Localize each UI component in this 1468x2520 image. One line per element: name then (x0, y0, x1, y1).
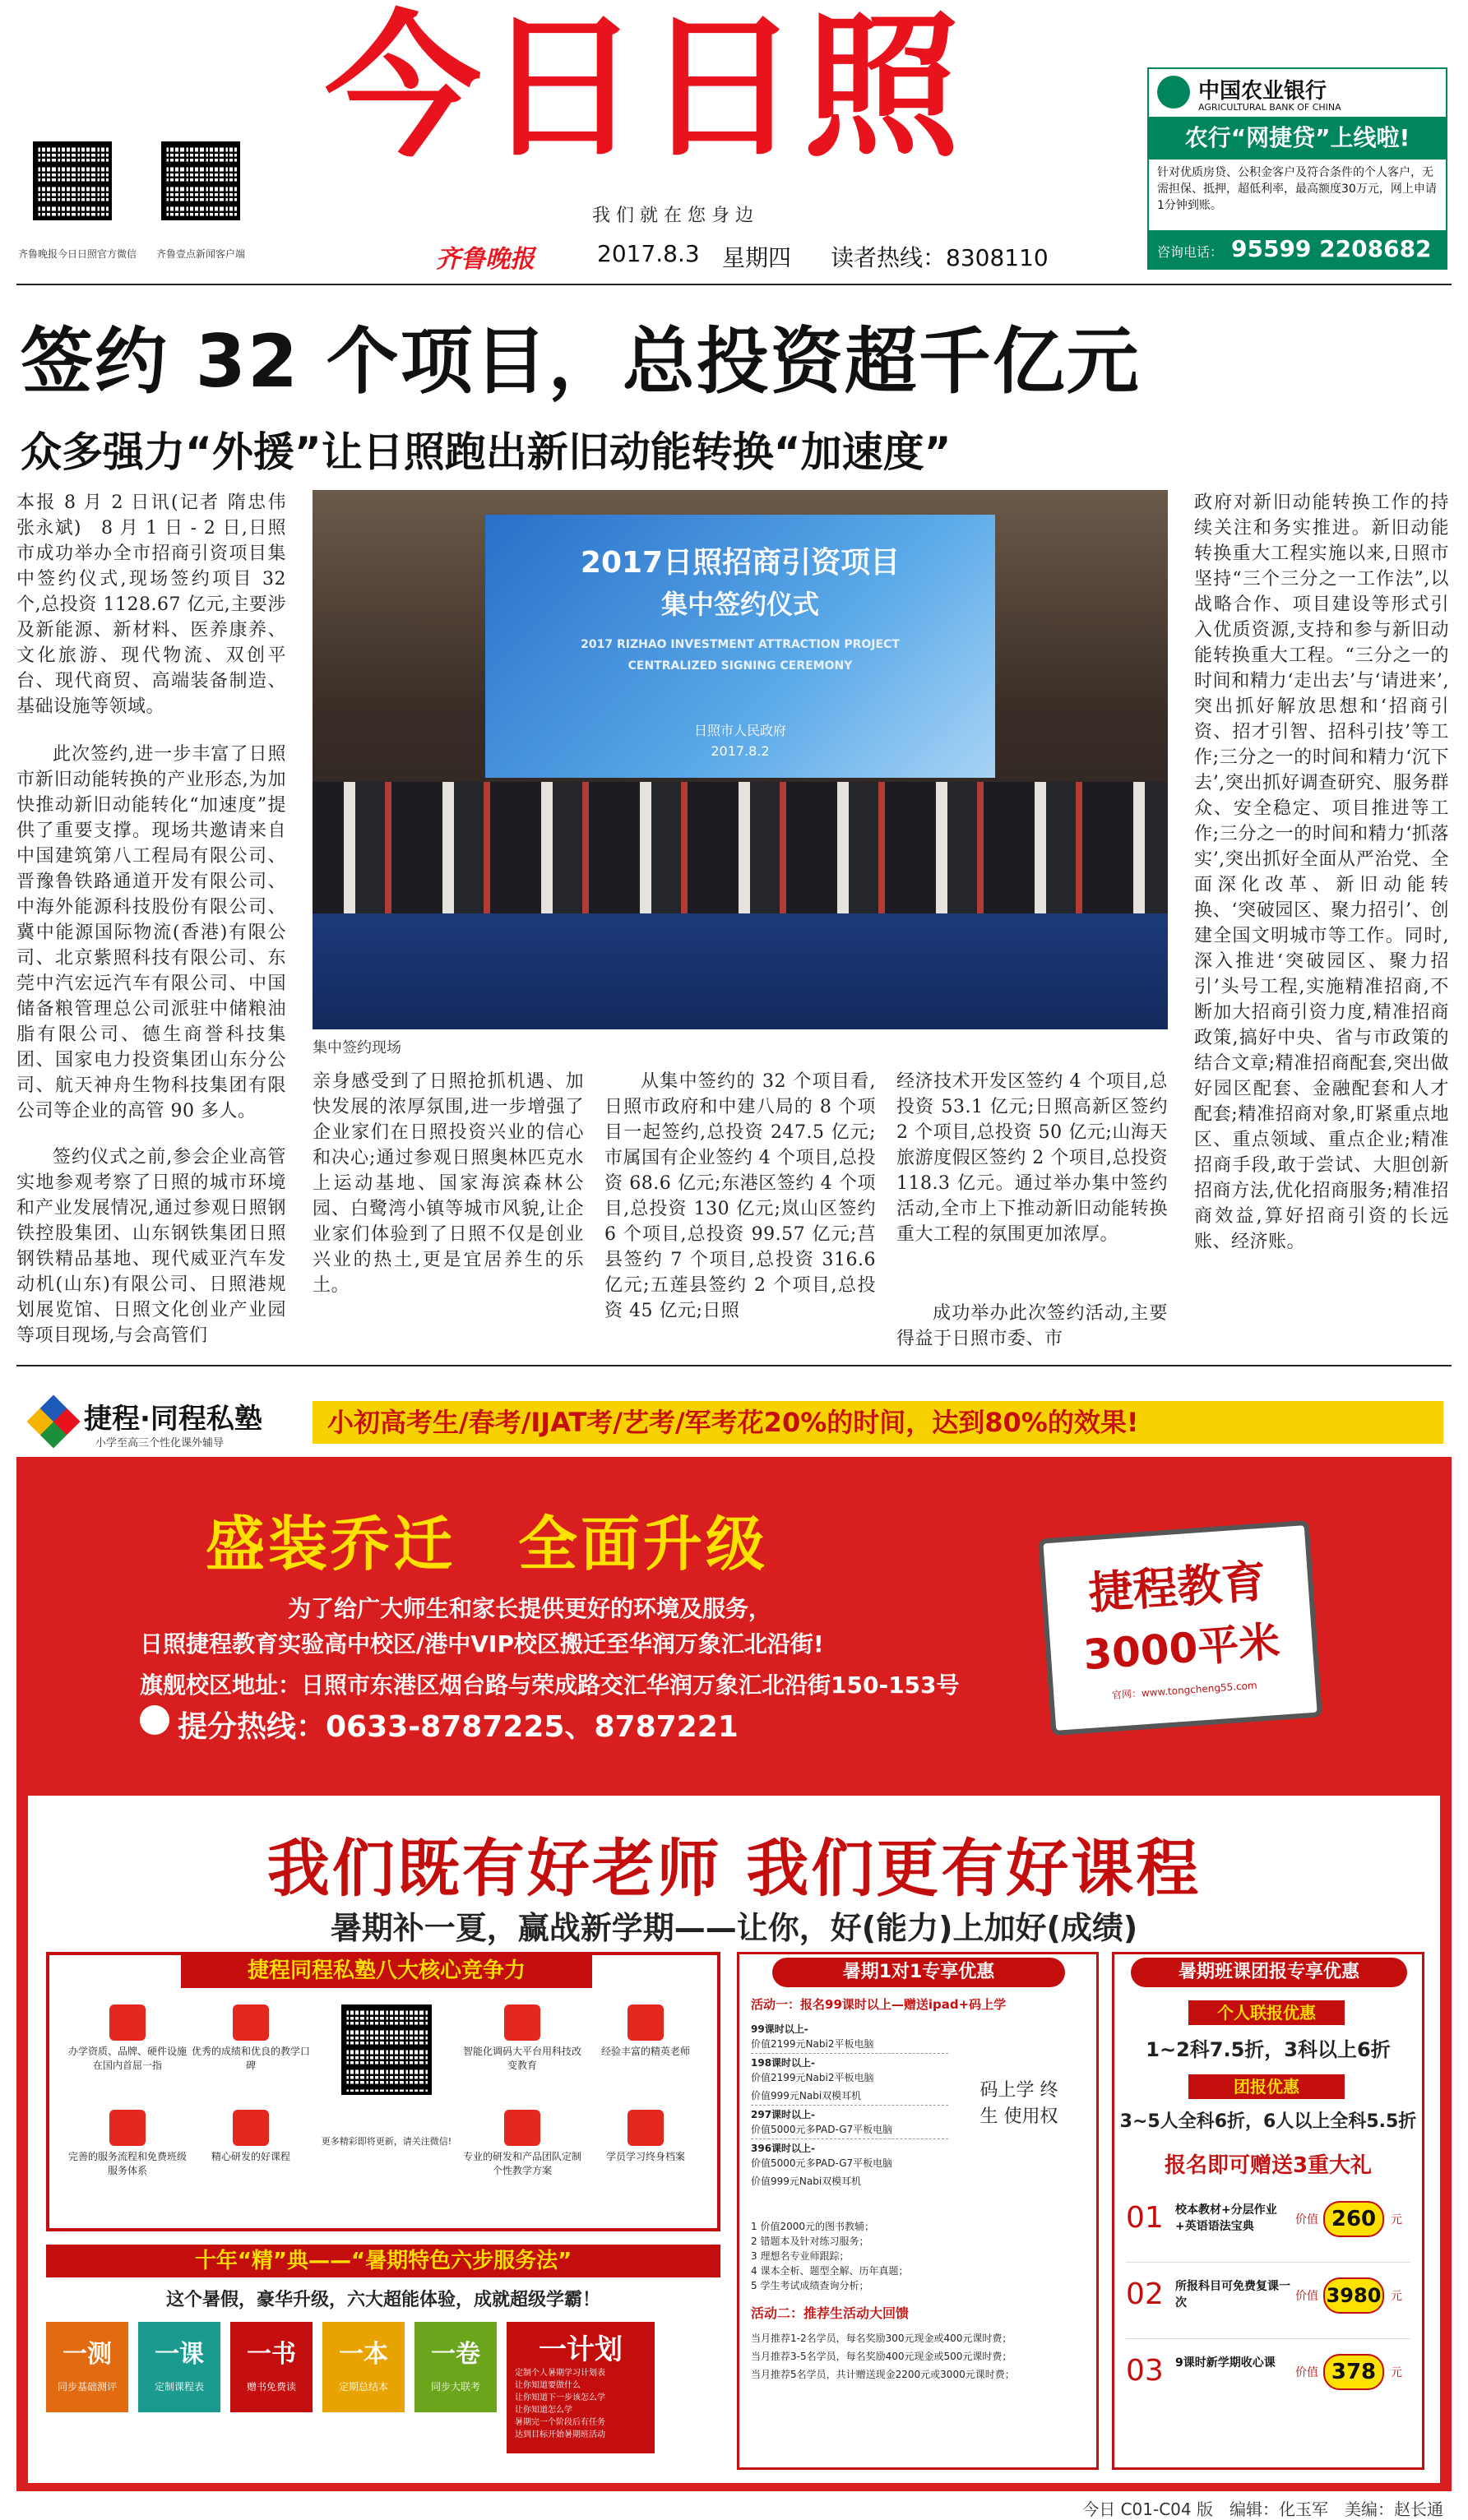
feature-6: 完善的服务流程和免费班级服务体系 (66, 2110, 189, 2177)
p3c-title: 报名即可赠送3重大礼 (1164, 2153, 1373, 2178)
screen-en1: 2017 RIZHAO INVESTMENT ATTRACTION PROJECT (581, 638, 900, 651)
ad-slogan: 我们既有好老师 我们更有好课程 (266, 1832, 1202, 1905)
abc-logo-icon (1157, 76, 1190, 109)
bank-headline: 农行“网捷贷”上线啦! (1149, 117, 1446, 160)
masthead-date: 2017.8.3 (597, 240, 700, 267)
article-col1a: 本报 8 月 2 日讯(记者 隋忠伟 张永斌) 8 月 1 日 - 2 日,日照市成功举办全市招商引资项目集中签约仪式,现场签约项目 32 个,总投资 1128.67 亿元,主要涉及新能源、新材料、医养康养、文化旅游、现代物流、双创平台、现代商贸、高端装备制造、基础设施等领域。 (16, 492, 305, 717)
tier-2b: 价值999元Nabi双模耳机 (751, 2087, 948, 2106)
tier-3: 297课时以上- 价值5000元多PAD-G7平板电脑 (751, 2106, 948, 2139)
masthead-hotline: 读者热线：8308110 (831, 244, 1049, 271)
feature-4: 智能化调码大平台用科技改变教育 (461, 2004, 584, 2095)
bullet-3: 3 理想名专业师跟踪； (751, 2250, 850, 2262)
gift-2: 02 所报科目可免费复课一次 价值 3980 元 (1126, 2263, 1410, 2339)
tier-1: 99课时以上- 价值2199元Nabi2平板电脑 (751, 2020, 948, 2054)
panel3-title: 暑期班课团报专享优惠 (1131, 1958, 1407, 1987)
tier-2: 198课时以上- 价值2199元Nabi2平板电脑 (751, 2057, 874, 2083)
step-5: 一卷 同步大联考 (414, 2322, 497, 2412)
sign-line3: 官网：www.tongcheng55.com (1111, 1679, 1258, 1701)
bullet-2: 2 错题本及针对练习服务； (751, 2236, 869, 2247)
screen-en2: CENTRALIZED SIGNING CEREMONY (627, 659, 853, 673)
step-4: 一本 定期总结本 (322, 2322, 405, 2412)
article-col2: 亲身感受到了日照抢抓机遇、加快发展的浓厚氛围,进一步增强了企业家们在日照投资兴业的信心和决心;通过参观日照奥林匹克水上运动基地、国家海滨森林公园、白鹭湾小镇等城市风貌,让企业家们体验到了日照不仅是创业兴业的热土,更是宜居养生的乐土。 (313, 1071, 584, 1296)
panel-core (46, 1952, 720, 2231)
qr-code-2 (161, 141, 240, 220)
ad-banner-strip (16, 1389, 1452, 1457)
education-ad (16, 1389, 1452, 2491)
article-col1b: 此次签约,进一步丰富了日照市新旧动能转换的产业形态,为加快推动新旧动能转化“加速度”提供了重要支撑。现场共邀请来自中国建筑第八工程局有限公司、晋豫鲁铁路通道开发有限公司、中海外能源科技股份有限公司、冀中能源国际物流(香港)有限公司、北京紫照科技有限公司、东莞中汽宏远汽车有限公司、中国储备粮管理总公司派驻中储粮油脂有限公司、德生商誉科技集团、国家电力投资集团山东分公司、航天神舟生物科技集团有限公司等企业的高管 90 多人。 (16, 744, 286, 1121)
brand-logo-icon (26, 1394, 80, 1448)
sign-line1: 捷程教育 (1086, 1555, 1268, 1620)
upgrade-line: 这个暑假，豪华升级，六大超能体验，成就超级学霸！ (165, 2290, 600, 2310)
bank-name: 中国农业银行 (1198, 79, 1327, 104)
ad-white-card (28, 1796, 1440, 2483)
masthead-slogan: 我 们 就 在 您 身 边 (592, 206, 753, 226)
screen-date: 2017.8.2 (711, 743, 770, 759)
step-3: 一书 赠书免费读 (230, 2322, 313, 2412)
step-1: 一测 同步基础测评 (46, 2322, 128, 2412)
article-headline: 签约 32 个项目，总投资超千亿元 (21, 319, 1141, 404)
brand-sub: 小学至高三个性化课外辅导 (95, 1437, 225, 1450)
article-col1c: 签约仪式之前,参会企业高管实地参观考察了日照的城市环境和产业发展情况,通过参观日照钢铁控股集团、山东钢铁集团日照钢铁精品基地、现代威亚汽车发动机(山东)有限公司、日照港规划展览馆、日照文化创业产业园等项目现场,与会高管们 (16, 1147, 286, 1346)
qr-code-1 (33, 141, 112, 220)
bullet-4: 4 课本全析、题型全解、历年真题； (751, 2265, 909, 2277)
screen-title: 2017日照招商引资项目 (580, 546, 901, 580)
brand-name: 捷程·同程私塾 (84, 1403, 262, 1436)
ten-year-bar: 十年“精”典——“暑期特色六步服务法” (46, 2245, 720, 2277)
article-col5: 政府对新旧动能转换工作的持续关注和务实推进。新旧动能转换重大工程实施以来,日照市坚持“三个三分之一工作法”,以战略合作、项目建设等形式引入优质资源,支持和参与新旧动能转换重大工程。“三分之一的时间和精力‘走出去’与‘请进来’,突出抓好解放思想和‘招商引资、招才引智、招科引技’等工作;三分之一的时间和精力‘沉下去’,突出抓好调查研究、服务群众、安全稳定、项目推进等工作;三分之一的时间和精力‘抓落实’,突出抓好全面从严治党、全面深化改革、新旧动能转换、‘突破园区、聚力招引’、创建全国文明城市等工作。同时,深入推进‘突破园区、聚力招引’头号工程,实施精准招商,不断加大招商引资力度,精准招商政策,搞好中央、省与市政策的结合文章;精准招商配套,突出做好园区配套、金融配套和人才配套;精准招商对象,盯紧重点地区、重点领域、重点企业;精准招商手段,敢于尝试、大胆创新招商方法,优化招商服务;精准招商效益,算好招商引资的长远账、经济账。 (1194, 492, 1449, 1252)
feature-9: 学员学习终身档案 (584, 2110, 707, 2177)
feature-5: 经验丰富的精英老师 (584, 2004, 707, 2095)
article-bottom-rule (16, 1365, 1452, 1366)
screen-sub: 集中签约仪式 (660, 589, 819, 620)
masthead-paper: 齐鲁晚报 (436, 245, 535, 274)
bullet-1: 1 价值2000元的图书教辅； (751, 2221, 874, 2232)
step-plan (507, 2322, 655, 2453)
relocation-line2: 日照捷程教育实验高中校区/港中VIP校区搬迁至华润万象汇北沿街! (140, 1630, 824, 1658)
article-subhead: 众多强力“外援”让日照跑出新旧动能转换“加速度” (21, 428, 952, 476)
article-col3a: 从集中签约的 32 个项目看,日照市政府和中建八局的 8 个项目一起签约,总投资 247.5 亿元;市属国有企业签约 4 个项目,总投资 68.6 亿元;东港区签约 4 个项目,总投资 130 亿元;岚山区签约 6 个项目,总投资 99.57 亿元;莒县签约 7 个项目,总投资 316.6 亿元;五莲县签约 2 个项目,总投资 45 亿元;日照 (604, 1071, 876, 1321)
gift-right: 码上学 终生 使用权 (979, 2080, 1058, 2127)
photo-screen (485, 515, 995, 778)
sign-line2: 3000平米 (1081, 1617, 1282, 1680)
photo-caption: 集中签约现场 (313, 1039, 401, 1057)
p3a-title: 个人联报优惠 (1188, 2000, 1345, 2025)
feature-1: 办学资质、品牌、硬件设施在国内首屈一指 (66, 2004, 189, 2095)
step-2: 一课 定制课程表 (138, 2322, 220, 2412)
feature-7: 精心研发的好课程 (189, 2110, 313, 2177)
panel-core-title: 捷程同程私塾八大核心竞争力 (181, 1954, 592, 1988)
ref-2: 当月推荐3-5名学员，每名奖励400元现金或500元课时费； (751, 2351, 1012, 2362)
masthead-rule (16, 284, 1452, 285)
masthead-title: 今日日照 (325, 0, 964, 178)
bank-ad (1147, 67, 1447, 270)
panel-one-on-one (737, 1952, 1099, 2470)
ref-3: 当月推荐5名学员，共计赠送现金2200元或3000元课时费； (751, 2369, 1015, 2380)
center-qr (313, 2004, 461, 2095)
p3b-title: 团报优惠 (1188, 2074, 1345, 2099)
bullet-5: 5 学生考试成绩查询分析； (751, 2280, 869, 2291)
qr-caption: 更多精彩即将更新，请关注微信! (321, 2136, 452, 2147)
bank-phone: 95599 2208682 (1231, 235, 1432, 262)
photo-stage (313, 913, 1168, 1029)
gift-1: 01 校本教材+分层作业+英语语法宝典 价值 260 元 (1126, 2186, 1410, 2263)
masthead-weekday: 星期四 (722, 244, 792, 271)
signing-photo (313, 490, 1168, 1029)
act2: 活动二：推荐生活动大回馈 (751, 2305, 910, 2321)
ad-sub: 暑期补一夏，赢战新学期——让你，好(能力)上加好(成绩) (330, 1910, 1138, 1946)
relocation-title: 盛装乔迁 全面升级 (206, 1510, 769, 1579)
ad-phone: 提分热线：0633-8787225、8787221 (178, 1710, 739, 1744)
bank-body: 针对优质房贷、公积金客户及符合条件的个人客户，无需担保、抵押，超低利率，最高额度30万元，网上申请1分钟到账。 (1157, 166, 1437, 212)
photo-people (313, 782, 1168, 913)
act1: 活动一：报名99课时以上—赠送ipad+码上学 (751, 1997, 1007, 2012)
p3a-line: 1~2科7.5折，3科以上6折 (1146, 2038, 1391, 2061)
article-col4b: 成功举办此次签约活动,主要得益于日照市委、市 (896, 1303, 1168, 1349)
plan-items: 定制个人暑期学习计划表 让你知道要做什么 让你知道下一步该怎么学 让你知道怎么学 暑期完一个阶段后有任务 达到目标开始暑期班活动 (515, 2369, 605, 2439)
tier-4: 396课时以上- 价值5000元多PAD-G7平板电脑 (751, 2143, 893, 2169)
panel2-title: 暑期1对1专享优惠 (772, 1958, 1065, 1987)
panel-group (1112, 1952, 1424, 2470)
ref-1: 当月推荐1-2名学员，每名奖励300元现金或400元课时费； (751, 2333, 1012, 2344)
qr-caption-2: 齐鲁壹点新闻客户端 (156, 248, 246, 260)
tier-4b: 价值999元Nabi双模耳机 (751, 2176, 862, 2187)
footer-credit: 今日 C01-C04 版 编辑：化玉军 美编：赵长通 (1082, 2499, 1443, 2519)
signboard (1038, 1520, 1322, 1736)
feature-2: 优秀的成绩和优良的教学口碑 (189, 2004, 313, 2095)
banner-text: 小初高考生/春考/IJAT考/艺考/军考花20%的时间，达到80%的效果! (313, 1401, 1443, 1444)
plan-title: 一计划 (539, 2333, 623, 2366)
p3b-line: 3~5人全科6折，6人以上全科5.5折 (1119, 2111, 1417, 2132)
bank-name-en: AGRICULTURAL BANK OF CHINA (1198, 102, 1341, 113)
ad-address: 旗舰校区地址：日照市东港区烟台路与荣成路交汇华润万象汇北沿街150-153号 (140, 1672, 960, 1699)
article-col4a: 经济技术开发区签约 4 个项目,总投资 53.1 亿元;日照高新区签约 2 个项目,总投资 50 亿元;山海天旅游度假区签约 2 个项目,总投资 118.3 亿元。通过举办集中签约活动,全市上下推动新旧动能转换重大工程的氛围更加浓厚。 (896, 1071, 1168, 1245)
feature-8: 专业的研发和产品团队定制个性教学方案 (461, 2110, 584, 2177)
gift-3: 03 9课时新学期收心课 价值 378 元 (1126, 2339, 1410, 2415)
screen-org: 日照市人民政府 (693, 723, 786, 738)
relocation-line1: 为了给广大师生和家长提供更好的环境及服务， (288, 1595, 772, 1622)
qr-caption-1: 齐鲁晚报今日日照官方微信 (18, 248, 137, 260)
bank-phone-label: 咨询电话： (1157, 244, 1224, 260)
phone-icon (140, 1705, 169, 1735)
